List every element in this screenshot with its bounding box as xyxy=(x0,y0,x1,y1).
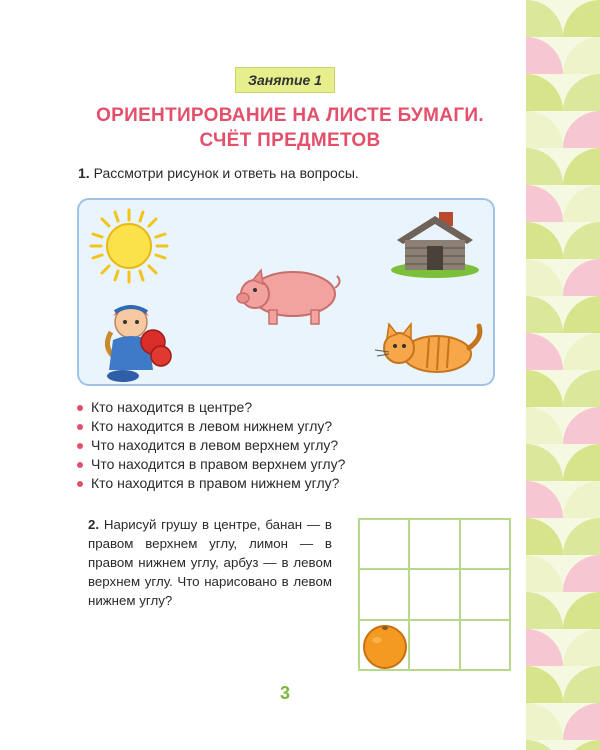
question-item: Что находится в правом верхнем углу? xyxy=(75,455,345,474)
title-line-1: ОРИЕНТИРОВАНИЕ НА ЛИСТЕ БУМАГИ. xyxy=(96,105,484,126)
question-item: Кто находится в правом нижнем углу? xyxy=(75,474,345,493)
grid-cell-middle-left[interactable] xyxy=(359,569,409,619)
task-1-questions xyxy=(75,398,345,493)
page-number: 3 xyxy=(279,683,290,703)
grid-cell-top-left[interactable] xyxy=(359,519,409,569)
house-image xyxy=(387,206,483,280)
girl-with-apples-image xyxy=(97,292,181,384)
grid-cell-middle-right[interactable] xyxy=(460,569,510,619)
grid-cell-top-center[interactable] xyxy=(409,519,459,569)
title-line-2: СЧЁТ ПРЕДМЕТОВ xyxy=(199,130,381,151)
task-2-text: Нарисуй грушу в центре, банан — в правом верхнем углу, лимон — в правом нижнем углу, арбуз — в левом верхнем углу. Что нарисовано в левом нижнем углу? xyxy=(88,517,332,608)
question-item: Кто находится в левом нижнем углу? xyxy=(75,417,345,436)
task-2-number: 2. xyxy=(88,517,100,532)
sun-image xyxy=(87,206,171,286)
orange-image xyxy=(361,622,409,670)
decorative-border xyxy=(526,0,600,750)
cat-image xyxy=(373,320,485,382)
task-2-instruction xyxy=(88,515,332,610)
grid-cell-bottom-center[interactable] xyxy=(409,620,459,670)
question-item: Кто находится в центре? xyxy=(75,398,345,417)
task-1-number: 1. xyxy=(78,165,90,181)
grid-cell-top-right[interactable] xyxy=(460,519,510,569)
task-1-text: Рассмотри рисунок и ответь на вопросы. xyxy=(93,165,359,181)
pig-image xyxy=(235,258,343,330)
task-1-picture xyxy=(77,198,495,386)
question-item: Что находится в левом верхнем углу? xyxy=(75,436,345,455)
lesson-badge: Занятие 1 xyxy=(235,67,335,93)
task-1-instruction xyxy=(78,165,359,181)
grid-cell-bottom-right[interactable] xyxy=(460,620,510,670)
task-2-grid xyxy=(358,518,511,671)
grid-cell-bottom-left[interactable] xyxy=(359,620,409,670)
grid-cell-center[interactable] xyxy=(409,569,459,619)
page-title xyxy=(60,103,520,153)
